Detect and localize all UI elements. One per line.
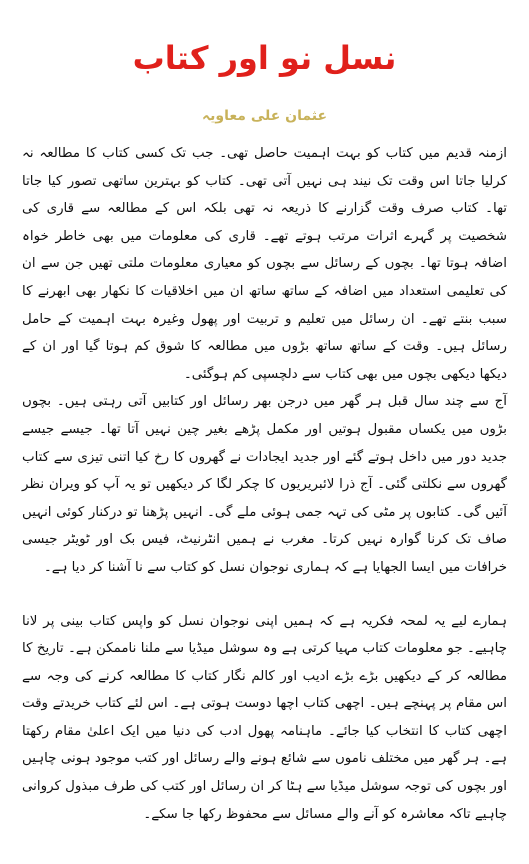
article-author: عثمان علی معاویہ	[201, 108, 328, 124]
article-paragraph: آج سے چند سال قبل ہر گھر میں درجن بھر رسائل اور کتابیں آتی رہتی ہیں۔ بچوں بڑوں میں یکساں مقبول ہوتیں اور مکمل پڑھے بغیر چین نہیں آتا تھا۔ جیسے جیسے جدید دور میں داخل ہوتے گئے اور جدید ایجادات نے گھروں کا رخ کیا اتنی تیزی سے کتاب گھروں سے نکلتی گئی۔ آج ذرا لائبریریوں کا چکر لگا کر دیکھیں تو یہ آپ کو ویران نظر آئیں گی۔ کتابوں پر مٹی کی تہہ جمی ہوئی ملے گی۔ انہیں پڑھنا تو درکنار کوئی انہیں صاف تک کرنا گوارہ نہیں کرتا۔ مغرب نے ہمیں انٹرنیٹ، فیس بک اور ٹویٹر جیسی خرافات میں ایسا الجھایا ہے کہ ہماری نوجوان نسل کو کتاب سے نا آشنا کر دیا ہے۔	[22, 394, 507, 575]
article-body	[22, 140, 507, 828]
article-title: نسل نو اور کتاب	[132, 39, 397, 77]
article-paragraph: ازمنہ قدیم میں کتاب کو بہت اہمیت حاصل تھی۔ جب تک کسی کتاب کا مطالعہ نہ کرلیا جاتا اس وقت تک نیند ہی نہیں آتی تھی۔ کتاب کو بہترین ساتھی تصور کیا جاتا تھا۔ کتاب صرف وقت گزارنے کا ذریعہ نہ تھی بلکہ اس کے مطالعہ سے قاری کی شخصیت پر گہرے اثرات مرتب ہوتے تھے۔ قاری کی معلومات میں بھی خاطر خواہ اضافہ ہوتا تھا۔ بچوں کے رسائل سے بچوں کو معیاری معلومات ملتی تھیں جن سے ان کی تعلیمی استعداد میں اضافہ کے ساتھ ساتھ ان میں اخلاقیات کا نکھار بھی ابھرنے کا سبب بنتے تھے۔ ان رسائل میں تعلیم و تربیت اور پھول وغیرہ بہت اہمیت کے حامل رسائل ہیں۔ وقت کے ساتھ ساتھ بڑوں میں مطالعہ کا شوق کم ہوتا گیا اور ان کے دیکھا دیکھی بچوں میں بھی کتاب سے دلچسپی کم ہوگئی۔	[22, 146, 507, 382]
article-paragraph: ہمارے لیے یہ لمحہ فکریہ ہے کہ ہمیں اپنی نوجوان نسل کو واپس کتاب بینی پر لانا چاہیے۔ جو معلومات کتاب مہیا کرتی ہے وہ سوشل میڈیا سے ملنا ناممکن ہے۔ تاریخ کا مطالعہ کر کے دیکھیں بڑے بڑے ادیب اور کالم نگار کتاب کا مطالعہ کرنے کی وجہ سے اس مقام پر پہنچے ہیں۔ اچھی کتاب اچھا دوست ہوتی ہے۔ اس لئے کتاب خریدتے وقت اچھی کتاب کا انتخاب کیا جائے۔ ماہنامہ پھول ادب کی دنیا میں ایک اعلیٰ مقام رکھتا ہے۔ ہر گھر میں مختلف ناموں سے شائع ہونے والے رسائل اور کتب موجود ہونی چاہیں اور بچوں کی توجہ سوشل میڈیا سے ہٹا کر ان رسائل اور کتب کی طرف مبذول کروانی چاہیے تاکہ معاشرہ کو آنے والے مسائل سے محفوظ رکھا جا سکے۔	[22, 613, 507, 822]
